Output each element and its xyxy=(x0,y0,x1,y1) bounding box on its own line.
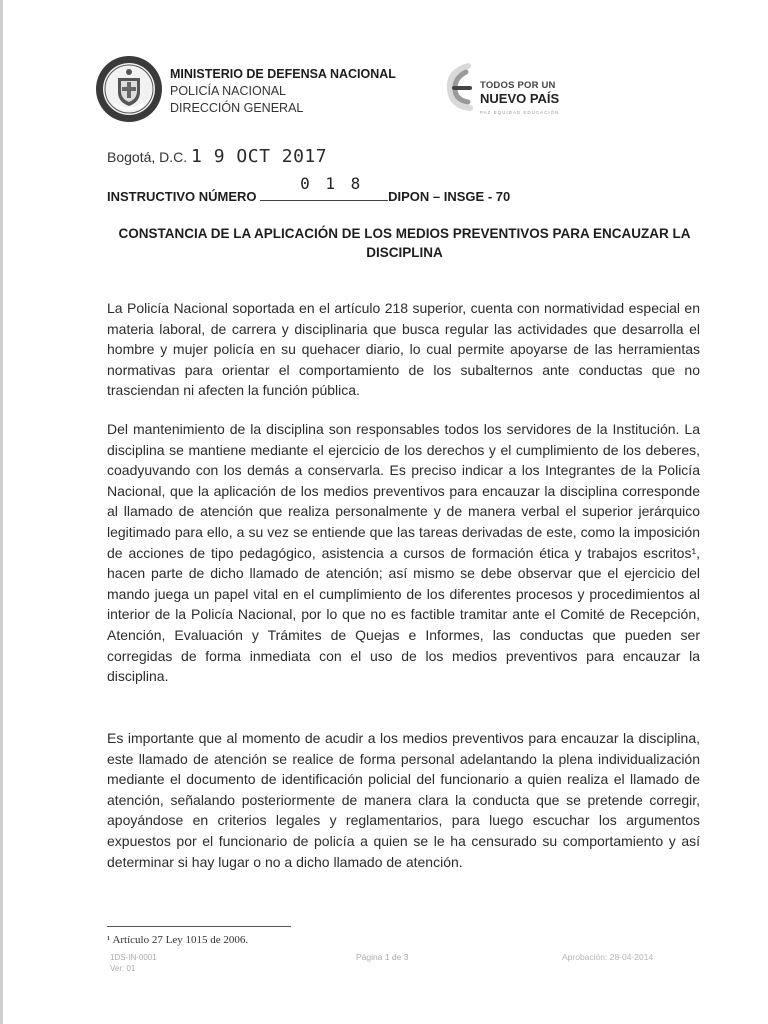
scan-edge xyxy=(0,0,3,1024)
government-brand-mark-icon xyxy=(442,62,474,112)
footnote-divider xyxy=(107,926,291,927)
paragraph-3: Es importante que al momento de acudir a los medios preventivos para encauzar la disciplina, este llamado de atención se realice de forma personal adelantando la plena individualización mediante el documento de identificación policial del funcionario a quien realiza el llamado de atención, señalando posteriormente de manera clara la conducta que se pretende corregir, apoyándose en criterios legales y reglamentarios, para luego escuchar los argumentos expuestos por el funcionario de policía a quien se le ha censurado su comportamiento y así determinar si hay lugar o no a dicho llamado de atención. xyxy=(107,730,700,870)
gov-logo-line2: NUEVO PAÍS xyxy=(480,91,560,106)
city-label: Bogotá, D.C. xyxy=(107,149,188,165)
department-name: DIRECCIÓN GENERAL xyxy=(170,101,304,115)
instructivo-line xyxy=(107,174,511,204)
instructivo-suffix: DIPON – INSGE - 70 xyxy=(388,189,511,204)
ministry-name: MINISTERIO DE DEFENSA NACIONAL xyxy=(170,67,396,81)
document-code: 1DS-IN-0001 xyxy=(110,953,157,962)
paragraph-2: Del mantenimiento de la disciplina son responsables todos los servidores de la Institución. La disciplina se mantiene mediante el ejercicio de los derechos y el cumplimiento de los deberes, coadyuvando con los demás a conservarla. Es preciso indicar a los Integrantes de la Policía Nacional, que la aplicación de los medios preventivos para encauzar la disciplina corresponde al llamado de atención que realiza personalmente y de manera verbal el superior jerárquico legitimado para ello, a su vez se entiende que las tareas derivadas de este, como la imposición de acciones de tipo pedagógico, asistencia a cursos de formación ética y trabajos escritos¹, hacen parte de dicho llamado de atención; así mismo se debe observar que el ejercicio del mando juega un papel vital en el cumplimiento de los diferentes procesos y procedimientos al interior de la Policía Nacional, por lo que no es factible tramitar ante el Comité de Recepción, Atención, Evaluación y Trámites de Quejas e Informes, las conductas que pueden ser corregidas de forma inmediata con el uso de los medios preventivos para encauzar la disciplina. xyxy=(107,421,700,685)
date-line xyxy=(107,146,327,167)
document-title: CONSTANCIA DE LA APLICACIÓN DE LOS MEDIOS PREVENTIVOS PARA ENCAUZAR LA DISCIPLINA xyxy=(118,226,691,260)
gov-logo-line1: TODOS POR UN xyxy=(480,80,556,91)
paragraph-1: La Policía Nacional soportada en el artículo 218 superior, cuenta con normatividad especial en materia laboral, de carrera y disciplinaria que busca regular las actividades que desarrolla el hombre y mujer policía en su quehacer diario, lo cual permite apoyarse de las herramientas normativas para orientar el comportamiento de los subalternos ante conductas que no trasciendan ni afecten la función pública. xyxy=(107,300,700,399)
government-logo xyxy=(442,62,582,120)
instructivo-number: 0 1 8 xyxy=(300,174,364,193)
gov-logo-line3: PAZ EQUIDAD EDUCACIÓN xyxy=(480,110,560,115)
issuer-block xyxy=(170,66,396,117)
footer-document-code xyxy=(110,952,157,974)
page-number: Página 1 de 3 xyxy=(356,952,409,962)
instructivo-label: INSTRUCTIVO NÚMERO xyxy=(107,189,257,204)
instructivo-number-field xyxy=(260,174,388,201)
approval-date: Aprobación: 28-04-2014 xyxy=(562,952,654,962)
letterhead xyxy=(94,54,694,134)
institution-name: POLICÍA NACIONAL xyxy=(170,84,287,98)
document-version: Ver: 01 xyxy=(110,964,136,973)
footnote: ¹ Artículo 27 Ley 1015 de 2006. xyxy=(107,934,249,946)
national-police-seal-icon xyxy=(94,54,164,124)
stamped-date: 1 9 OCT 2017 xyxy=(191,146,328,167)
